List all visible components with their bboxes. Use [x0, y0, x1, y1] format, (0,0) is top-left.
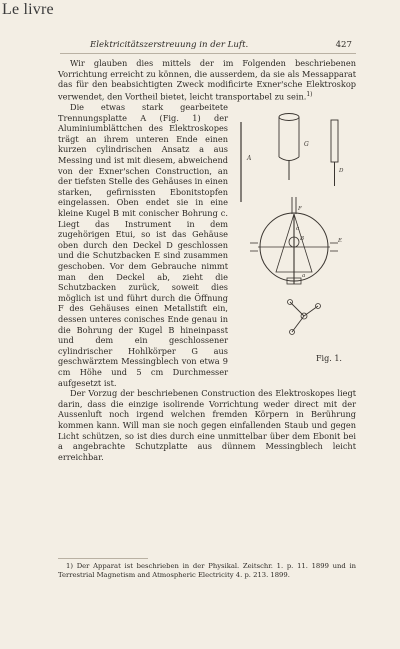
- running-title: Elektricitätszerstreuung in der Luft.: [90, 40, 249, 50]
- page-number: 427: [335, 40, 352, 50]
- fig-label-A: A: [247, 155, 252, 163]
- header-rule: [60, 53, 356, 54]
- figure-caption: Fig. 1.: [316, 354, 342, 364]
- paragraph-1: [58, 58, 356, 102]
- fig-label-G: G: [304, 141, 309, 149]
- cylinder-top: [279, 114, 299, 121]
- fig-label-c: c: [296, 226, 300, 233]
- paragraph-2-column: [58, 102, 228, 388]
- fig-label-B: B: [300, 236, 305, 243]
- fig-label-E: E: [338, 238, 343, 245]
- paragraph-1-text: Wir glauben dies mittels der im Folgenden beschriebenen Vorrichtung erreicht zu können, die ausserdem, da sie als Messapparat das für den beabsichtigten Zweck modificirte Exner'sche Elektroskop verwendet, den Vortheil bietet, leicht transportabel zu sein.: [58, 58, 356, 102]
- fig-label-D: D: [339, 168, 344, 175]
- footnote: 1) Der Apparat ist beschrieben in der Physikal. Zeitschr. 1. p. 11. 1899 und in Terrestrial Magnetism and Atmospheric Electricity 4. p. 213. 1899.: [58, 562, 356, 579]
- footnote-ref: 1): [306, 90, 313, 98]
- paragraph-2-with-figure: [58, 102, 356, 388]
- figure-1: [232, 102, 358, 372]
- electroscope-drawing: [232, 102, 358, 362]
- paragraph-2: Die etwas stark gearbeitete Trennungsplatte A (Fig. 1) der Aluminiumblättchen des Elektroskopes trägt an ihrem unteren Ende einen kurzen cylindrischen Ansatz a aus Messing und ist mit diesem, abweichend von der Exner'schen Construction, an der tiefsten Stelle des Gehäuses in einen starken, gefirnissten Ebonitstopfen eingelassen. Oben endet sie in eine kleine Kugel B mit conischer Bohrung c. Liegt das Instrument in dem zugehörigen Etui, so ist das Gehäuse oben durch den Deckel D geschlossen und die Schutzbacken E sind zusammen geschoben. Vor dem Gebrauche nimmt man den Deckel ab, zieht die Schutzbacken zurück, soweit dies möglich ist und führt durch die Öffnung F des Gehäuses einen Metallstift ein, dessen unteres conisches Ende genau in die Bohrung der Kugel B hineinpasst und dem ein geschlossener cylindrischer Hohlkörper G aus geschwärztem Messingblech von etwa 9 cm Höhe und 5 cm Durchmesser aufgesetzt ist.: [58, 102, 228, 388]
- footnote-rule: [58, 558, 148, 559]
- fig-label-F: F: [298, 206, 302, 213]
- small-tube: [331, 120, 338, 162]
- fig-label-a: a: [302, 273, 306, 280]
- body-text: [58, 58, 356, 462]
- paragraph-3: Der Vorzug der beschriebenen Construction des Elektroskopes liegt darin, dass die einzige isolirende Vorrichtung weder direct mit der Aussenluft noch irgend welchen fremden Körpern in Berührung kommen kann. Will man sie noch gegen einfallenden Staub und gegen Licht schützen, so ist dies durch eine unmittelbar über dem Ebonit bei a angebrachte Schutzplatte aus dünnem Messingblech leicht erreichbar.: [58, 388, 356, 462]
- watermark-logo: Le livre: [2, 1, 54, 18]
